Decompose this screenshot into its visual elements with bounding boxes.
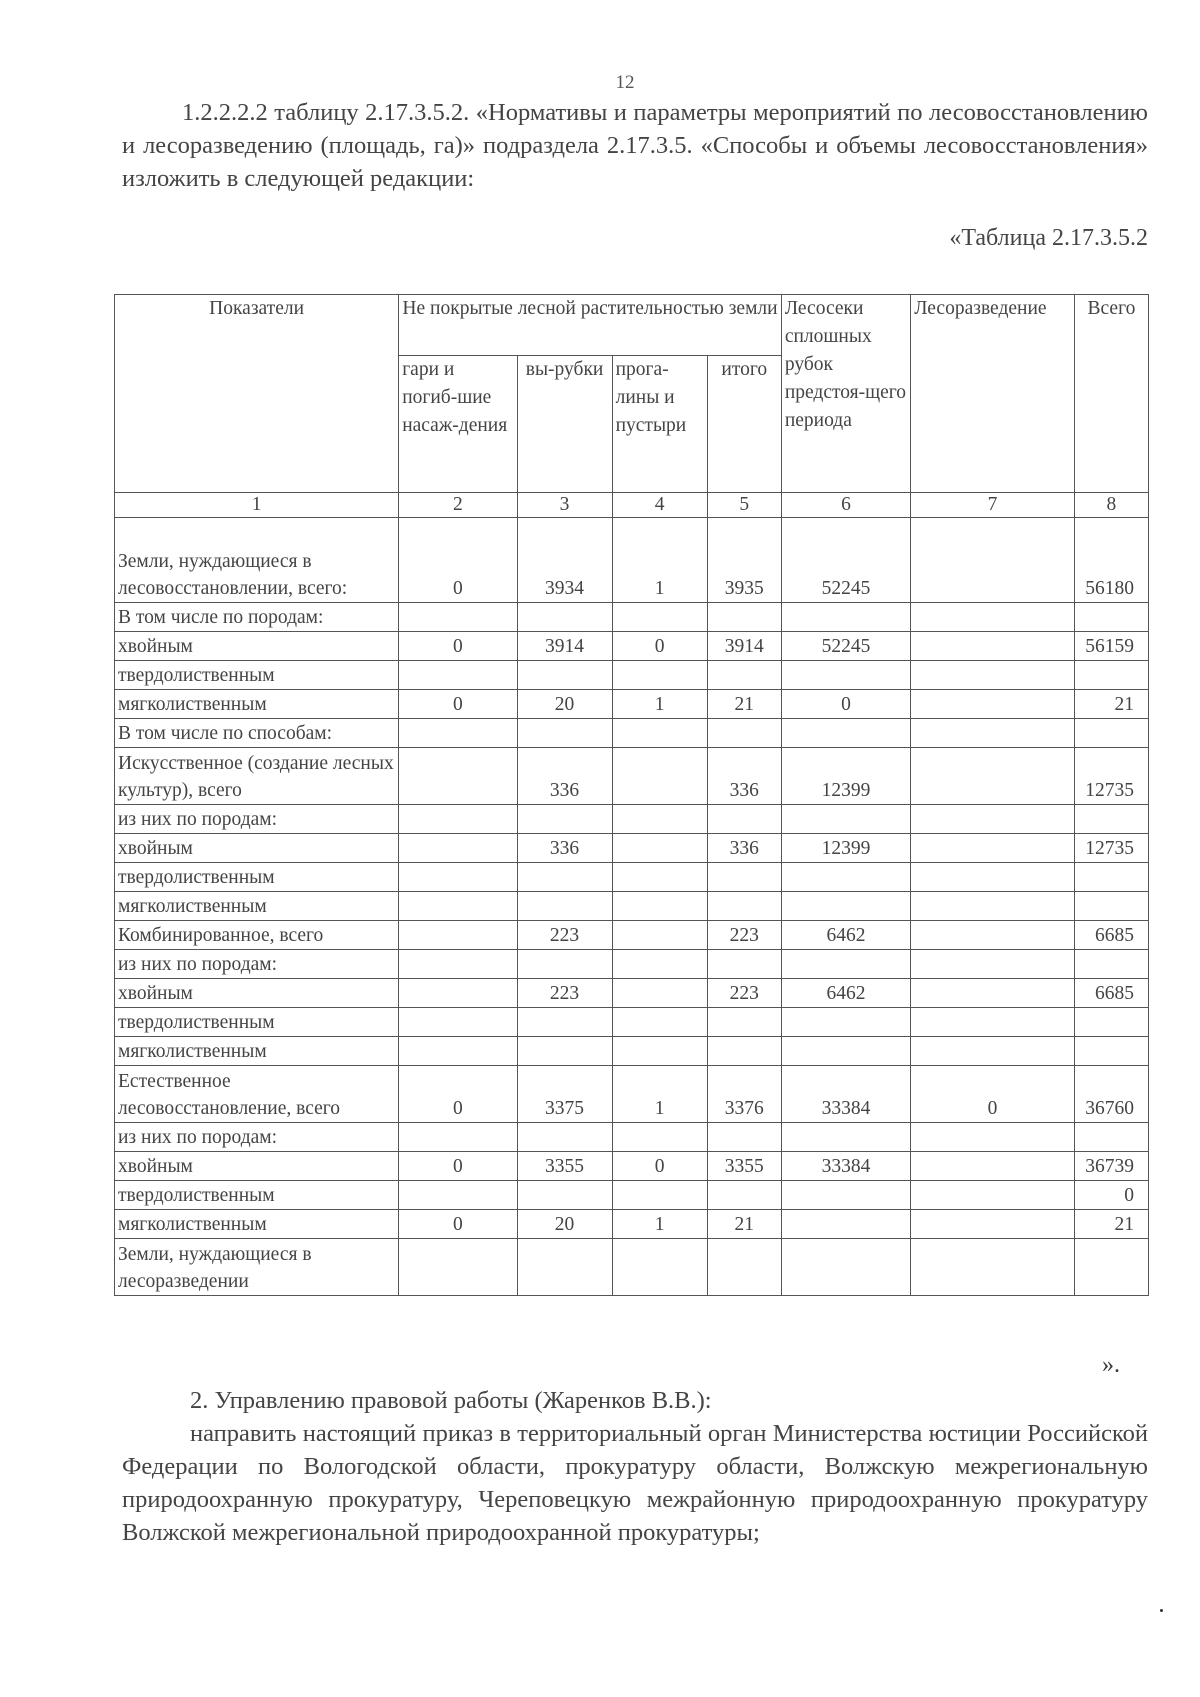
table-cell [707,719,781,748]
table-cell: 3914 [517,632,612,661]
table-cell [399,1037,517,1066]
table-cell [399,1008,517,1037]
row-label: хвойным [115,979,399,1008]
row-label: Комбинированное, всего [115,921,399,950]
table-cell: 0 [399,1210,517,1239]
table-cell [1074,661,1148,690]
table-cell: 1 [612,518,707,603]
table-caption: «Таблица 2.17.3.5.2 [949,225,1148,251]
table-cell: 21 [1074,690,1148,719]
table-cell [911,921,1075,950]
table-cell: 0 [781,690,910,719]
header-total: Всего [1074,295,1148,493]
table-cell [517,661,612,690]
table-cell [612,1181,707,1210]
table-cell [781,863,910,892]
table-cell [612,834,707,863]
table-cell [399,603,517,632]
table-cell: 0 [612,632,707,661]
table-row [115,834,1149,863]
header-uncovered-lands: Не покрытые лесной растительностью земли [399,295,782,356]
table-cell [399,921,517,950]
table-cell [911,950,1075,979]
table-cell: 52245 [781,518,910,603]
table-cell [517,1037,612,1066]
header-indicators: Показатели [115,295,399,493]
table-cell [707,1008,781,1037]
row-label: твердолиственным [115,661,399,690]
table-row [115,632,1149,661]
table-cell [781,603,910,632]
table-cell: 0 [911,1066,1075,1123]
header-afforestation: Лесоразведение [911,295,1075,493]
column-number-row [115,493,1149,518]
table-row [115,690,1149,719]
table-cell [517,1123,612,1152]
row-label: хвойным [115,1152,399,1181]
table-cell: 12399 [781,834,910,863]
table-row [115,950,1149,979]
table-cell: 3914 [707,632,781,661]
table-cell: 20 [517,690,612,719]
table-cell [517,863,612,892]
table-cell [781,719,910,748]
table-cell [707,1123,781,1152]
paragraph-2-body: направить настоящий приказ в территориальный орган Министерства юстиции Российской Федерации по Вологодской области, прокуратуру области, Волжскую межрегиональную природоохранную прокуратуру, Череповецкую межрайонную природоохранную прокуратуру Волжской межрегиональной природоохранной прокуратуры; [122,1420,1148,1546]
table-cell [911,979,1075,1008]
header-glades: прога-лины и пустыри [612,356,707,493]
table-cell: 21 [707,690,781,719]
table-row [115,1239,1149,1296]
table-cell [1074,1008,1148,1037]
table-cell: 21 [707,1210,781,1239]
table-cell: 1 [612,1210,707,1239]
table-cell [517,892,612,921]
table-cell [612,805,707,834]
table-cell [1074,805,1148,834]
table-cell: 336 [707,748,781,805]
column-number: 3 [517,493,612,518]
table-cell [517,1239,612,1296]
table-cell [399,950,517,979]
table-cell [612,921,707,950]
table-cell [781,1037,910,1066]
table-cell: 0 [399,690,517,719]
table-cell: 36760 [1074,1066,1148,1123]
closing-quote: ». [1102,1352,1120,1378]
table-cell [911,1181,1075,1210]
table-cell: 12735 [1074,834,1148,863]
column-number: 5 [707,493,781,518]
table-cell [781,1123,910,1152]
table-cell [612,892,707,921]
table-row [115,1123,1149,1152]
table-cell [399,748,517,805]
table-row [115,892,1149,921]
table-cell [399,1239,517,1296]
table-cell: 6462 [781,921,910,950]
table-cell: 223 [517,979,612,1008]
table-cell [612,603,707,632]
table-cell [781,950,910,979]
table-cell [911,834,1075,863]
table-cell: 223 [517,921,612,950]
table-cell [781,1239,910,1296]
column-number: 6 [781,493,910,518]
table-cell: 336 [517,748,612,805]
table-cell [399,805,517,834]
table-row [115,603,1149,632]
table-cell: 12735 [1074,748,1148,805]
table-cell: 0 [1074,1181,1148,1210]
table-cell: 56180 [1074,518,1148,603]
table-cell [707,950,781,979]
table-cell [911,805,1075,834]
table-cell: 1 [612,1066,707,1123]
table-row [115,805,1149,834]
table-cell [707,1037,781,1066]
header-burned-areas: гари и погиб-шие насаж-дения [399,356,517,493]
table-cell: 52245 [781,632,910,661]
column-number: 1 [115,493,399,518]
table-cell: 33384 [781,1066,910,1123]
table-cell: 20 [517,1210,612,1239]
table-cell: 1 [612,690,707,719]
intro-paragraph: 1.2.2.2.2 таблицу 2.17.3.5.2. «Нормативы и параметры мероприятий по лесовосстановлению и лесоразведению (площадь, га)» подраздела 2.17.3.5. «Способы и объемы лесовосстановления» изложить в следующей редакции: [122,99,1148,192]
table-cell [399,1181,517,1210]
table-cell [707,892,781,921]
table-cell [612,950,707,979]
column-number: 4 [612,493,707,518]
paragraph-2-heading: 2. Управлению правовой работы (Жаренков В.В.): [190,1387,712,1414]
table-cell: 0 [612,1152,707,1181]
row-label: мягколиственным [115,892,399,921]
table-cell: 336 [707,834,781,863]
table-cell: 6685 [1074,921,1148,950]
header-subtotal: итого [707,356,781,493]
table-cell [707,863,781,892]
table-cell: 6685 [1074,979,1148,1008]
table-cell [612,661,707,690]
table-cell [399,834,517,863]
table-row [115,921,1149,950]
table-cell [612,1123,707,1152]
table-cell [612,748,707,805]
row-label: Естественное лесовосстановление, всего [115,1066,399,1123]
row-label: из них по породам: [115,805,399,834]
table-cell [781,805,910,834]
table-cell [399,863,517,892]
table-cell: 3935 [707,518,781,603]
table-cell: 21 [1074,1210,1148,1239]
table-cell: 0 [399,1152,517,1181]
table-cell [781,661,910,690]
table-cell: 3934 [517,518,612,603]
table-row [115,863,1149,892]
table-cell [612,863,707,892]
table-cell [911,1210,1075,1239]
table-cell: 3355 [707,1152,781,1181]
table-row [115,1210,1149,1239]
row-label: Искусственное (создание лесных культур), всего [115,748,399,805]
table-cell [911,863,1075,892]
table-cell [911,661,1075,690]
page-number: 12 [615,72,635,93]
row-label: Земли, нуждающиеся в лесовосстановлении, всего: [115,518,399,603]
row-label: хвойным [115,834,399,863]
table-cell: 0 [399,632,517,661]
table-cell [1074,603,1148,632]
table-cell [911,719,1075,748]
table-cell [612,1008,707,1037]
table-cell [1074,719,1148,748]
row-label: из них по породам: [115,1123,399,1152]
table-header-row [115,295,1149,356]
header-cutting-areas: Лесосеки сплошных рубок предстоя-щего периода [781,295,910,493]
table-cell [911,1008,1075,1037]
table-row [115,1037,1149,1066]
table-cell: 0 [399,1066,517,1123]
table-cell: 56159 [1074,632,1148,661]
table-cell: 223 [707,921,781,950]
table-cell [911,518,1075,603]
table-cell: 336 [517,834,612,863]
table-row [115,748,1149,805]
table-cell [517,950,612,979]
table-cell [707,603,781,632]
row-label: В том числе по способам: [115,719,399,748]
table-cell [399,1123,517,1152]
table-cell [911,690,1075,719]
table-cell [1074,863,1148,892]
table-cell [1074,1239,1148,1296]
column-number: 7 [911,493,1075,518]
table-cell: 12399 [781,748,910,805]
table-cell [911,892,1075,921]
table-cell [781,1181,910,1210]
table-row [115,979,1149,1008]
row-label: Земли, нуждающиеся в лесоразведении [115,1239,399,1296]
table-cell [1074,1037,1148,1066]
table-cell: 0 [399,518,517,603]
table-cell [517,603,612,632]
table-cell [517,805,612,834]
table-row [115,661,1149,690]
table-cell [707,1239,781,1296]
table-cell [911,603,1075,632]
table-cell [1074,950,1148,979]
column-number: 2 [399,493,517,518]
table-row [115,1181,1149,1210]
paragraph-2 [122,1384,1148,1549]
table-cell [612,1037,707,1066]
table-cell [612,979,707,1008]
scan-speck [1160,1609,1163,1612]
table-cell [911,1239,1075,1296]
table-cell [707,805,781,834]
row-label: твердолиственным [115,863,399,892]
table-cell [399,979,517,1008]
table-cell [707,1181,781,1210]
row-label: мягколиственным [115,1037,399,1066]
table-cell: 223 [707,979,781,1008]
row-label: хвойным [115,632,399,661]
table-cell [781,1210,910,1239]
table-cell [1074,892,1148,921]
table-cell [399,661,517,690]
table-cell: 36739 [1074,1152,1148,1181]
table-cell [1074,1123,1148,1152]
table-cell: 33384 [781,1152,910,1181]
table-cell [911,1123,1075,1152]
table-row [115,1008,1149,1037]
row-label: твердолиственным [115,1008,399,1037]
row-label: В том числе по породам: [115,603,399,632]
table-cell [517,1008,612,1037]
table-cell [517,1181,612,1210]
table-cell: 3376 [707,1066,781,1123]
table-cell [707,661,781,690]
table-cell [399,719,517,748]
table-row [115,1152,1149,1181]
table-cell [612,1239,707,1296]
row-label: мягколиственным [115,690,399,719]
table-row [115,719,1149,748]
table-cell: 3355 [517,1152,612,1181]
table-cell [399,892,517,921]
row-label: мягколиственным [115,1210,399,1239]
forest-restoration-table [114,294,1149,1296]
table-cell: 6462 [781,979,910,1008]
table-cell [781,1008,910,1037]
table-cell [517,719,612,748]
column-number: 8 [1074,493,1148,518]
table-cell [612,719,707,748]
table-row [115,1066,1149,1123]
table-cell: 3375 [517,1066,612,1123]
table-cell [911,632,1075,661]
table-row [115,518,1149,603]
row-label: из них по породам: [115,950,399,979]
table-cell [911,748,1075,805]
table-cell [911,1152,1075,1181]
table-cell [911,1037,1075,1066]
table-cell [781,892,910,921]
row-label: твердолиственным [115,1181,399,1210]
header-clearcuts: вы-рубки [517,356,612,493]
